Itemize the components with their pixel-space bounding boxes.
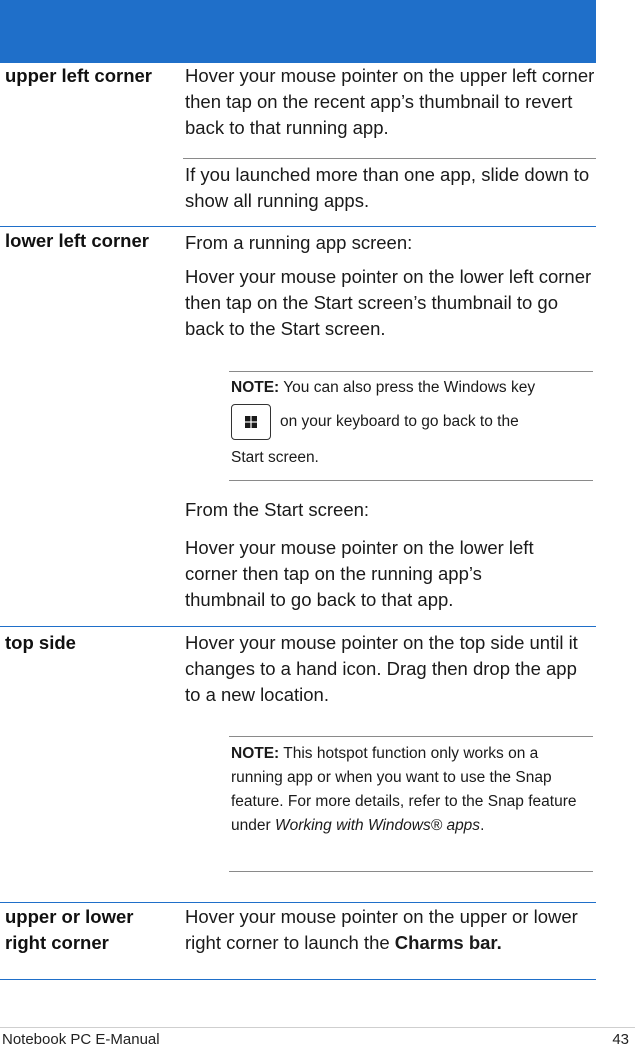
note-top-divider: [229, 736, 593, 737]
row-divider: [0, 979, 596, 980]
term-upper-left-corner: upper left corner: [5, 65, 152, 86]
charms-bar-label: Charms bar.: [394, 932, 502, 953]
footer-divider: [0, 1027, 635, 1028]
note-label: NOTE:: [231, 379, 280, 396]
lower-left-description: Hover your mouse pointer on the lower left corner then tap on the Start screen’s thumbnail to go back to the Start screen.: [185, 266, 592, 339]
term-line: right corner: [5, 932, 109, 953]
note-text-cont: on your keyboard to go back to the: [280, 413, 519, 430]
page-number: 43: [612, 1031, 629, 1048]
note-hotspot: [231, 742, 581, 838]
upper-left-description-extra: If you launched more than one app, slide down to show all running apps.: [185, 164, 590, 211]
note-italic-ref: Working with Windows® apps: [274, 817, 481, 834]
term-right-corner: [5, 904, 134, 956]
start-screen-intro: From the Start screen:: [185, 499, 370, 520]
row-divider: [0, 226, 596, 227]
divider: [183, 158, 596, 159]
right-corner-description: [185, 904, 597, 956]
row-divider: [0, 626, 596, 627]
term-top-side: top side: [5, 632, 76, 653]
windows-key-icon: [231, 404, 271, 440]
footer-title: Notebook PC E-Manual: [2, 1031, 160, 1048]
term-line: upper or lower: [5, 906, 134, 927]
note-bottom-divider: [229, 480, 593, 481]
top-side-description: Hover your mouse pointer on the top side until it changes to a hand icon. Drag then drop the app to a new location.: [185, 632, 578, 705]
note-bottom-divider: [229, 871, 593, 872]
note-end: .: [480, 817, 485, 834]
note-text: This hotspot function only works on a running app or when you want to use the Snap feature. For more details, refer to the Snap feature under: [231, 745, 577, 834]
start-screen-description: Hover your mouse pointer on the lower left corner then tap on the running app’s thumbnail to go back to that app.: [185, 537, 534, 610]
upper-left-description: Hover your mouse pointer on the upper left corner then tap on the recent app’s thumbnail to revert back to that running app.: [185, 65, 595, 138]
term-lower-left-corner: lower left corner: [5, 230, 149, 251]
row-divider: [0, 902, 596, 903]
note-top-divider: [229, 371, 593, 372]
header-bar: [0, 0, 596, 63]
lower-left-intro: From a running app screen:: [185, 232, 413, 253]
note-text: You can also press the Windows key: [279, 379, 536, 396]
right-corner-text: Hover your mouse pointer on the upper or lower right corner to launch the: [185, 906, 578, 953]
note-label: NOTE:: [231, 745, 280, 762]
note-windows-key: [231, 376, 593, 470]
note-text-end: Start screen.: [231, 449, 319, 466]
